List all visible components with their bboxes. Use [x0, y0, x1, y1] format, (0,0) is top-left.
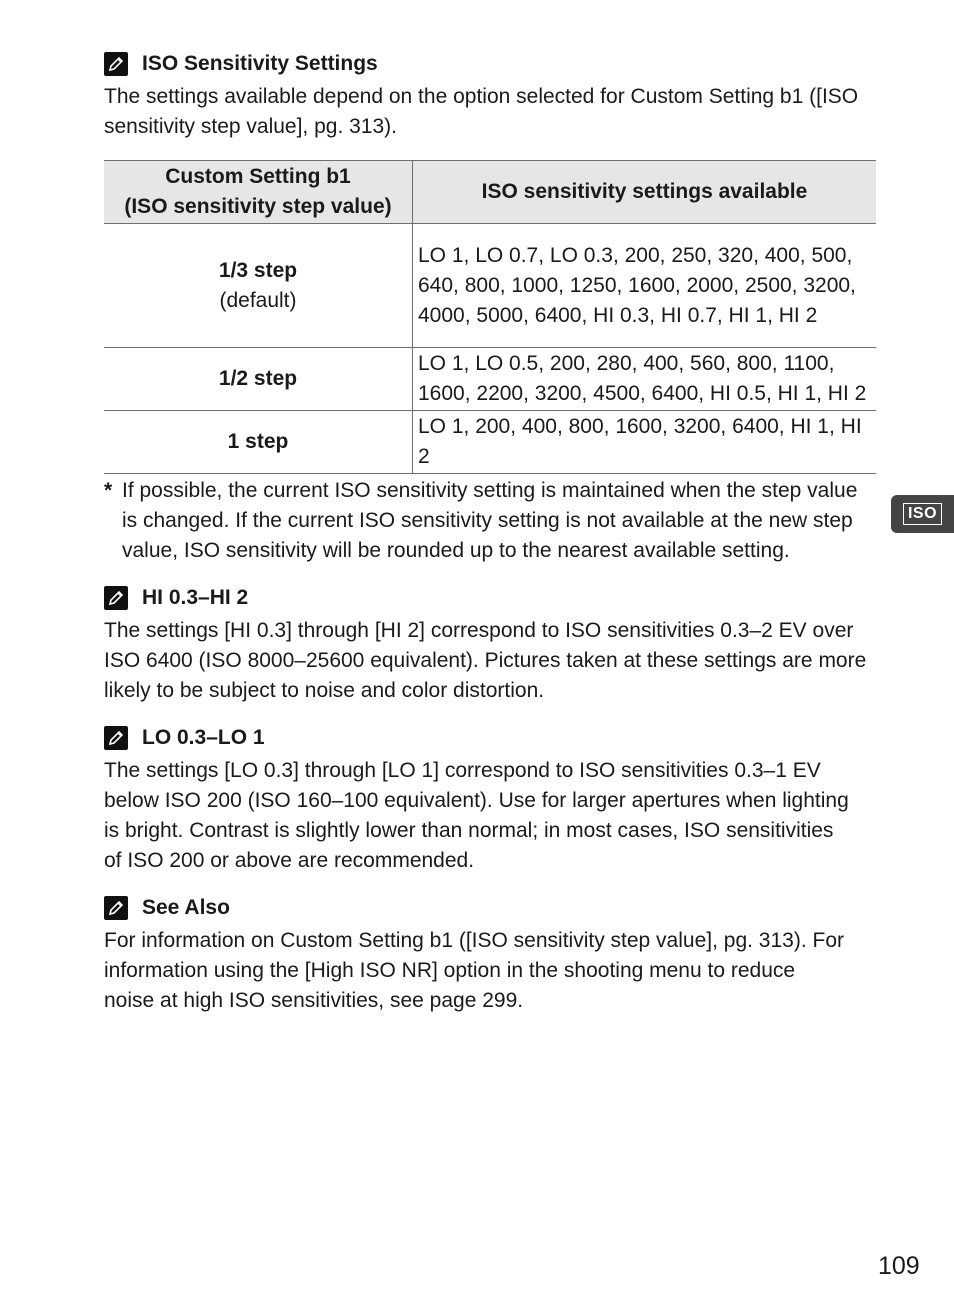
- note-iso-sensitivity-settings: [104, 48, 874, 142]
- note-body: For information on Custom Setting b1 ([ISO sensitivity step value], pg. 313). For information using the [High ISO NR] option in the shooting menu to reduce noise at high ISO sensitivities, see page 299.: [104, 929, 844, 1012]
- note-title: LO 0.3–LO 1: [142, 726, 265, 749]
- step-cell: [104, 348, 413, 411]
- note-title: See Also: [142, 896, 230, 919]
- step-cell: [104, 411, 413, 474]
- table-header-row: [104, 161, 876, 224]
- page-number: 109: [878, 1252, 920, 1280]
- footnote-marker: *: [104, 479, 113, 502]
- table-row: [104, 348, 876, 411]
- step-label: 1/3 step: [218, 258, 298, 282]
- table-header-step-value: [104, 161, 413, 224]
- header-line: (ISO sensitivity step value): [124, 195, 392, 218]
- note-heading: [104, 582, 874, 614]
- values-cell: LO 1, LO 0.5, 200, 280, 400, 560, 800, 1100, 1600, 2200, 3200, 4500, 6400, HI 0.5, HI 1, HI 2: [413, 348, 877, 411]
- pencil-note-icon: [104, 896, 128, 920]
- note-heading: [104, 892, 874, 924]
- note-body: The settings [HI 0.3] through [HI 2] correspond to ISO sensitivities 0.3–2 EV over ISO 6400 (ISO 8000–25600 equivalent). Pictures taken at these settings are more likely to be subject to noise and color distortion.: [104, 619, 867, 702]
- step-cell: [104, 224, 413, 348]
- iso-section-tab: [891, 495, 954, 533]
- note-title: HI 0.3–HI 2: [142, 586, 249, 609]
- table-row: [104, 411, 876, 474]
- step-label: 1 step: [227, 430, 289, 453]
- header-line: Custom Setting b1: [165, 165, 351, 188]
- step-label: 1/2 step: [218, 367, 298, 390]
- manual-page: [104, 48, 874, 1016]
- note-lo: [104, 722, 874, 876]
- pencil-note-icon: [104, 52, 128, 76]
- values-cell: LO 1, 200, 400, 800, 1600, 3200, 6400, HI 1, HI 2: [413, 411, 877, 474]
- note-heading: [104, 722, 874, 754]
- note-body: The settings [LO 0.3] through [LO 1] correspond to ISO sensitivities 0.3–1 EV below ISO 200 (ISO 160–100 equivalent). Use for larger apertures when lighting is bright. Contrast is slightly lower than normal; in most cases, ISO sensitivities of ISO 200 or above are recommended.: [104, 759, 849, 872]
- note-heading: [104, 48, 874, 80]
- note-body: The settings available depend on the option selected for Custom Setting b1 ([ISO sensitivity step value], pg. 313).: [104, 85, 859, 138]
- note-title: ISO Sensitivity Settings: [142, 52, 378, 75]
- iso-tab-label: ISO: [903, 503, 942, 525]
- iso-settings-table: [104, 160, 876, 474]
- values-cell: LO 1, LO 0.7, LO 0.3, 200, 250, 320, 400, 500, 640, 800, 1000, 1250, 1600, 2000, 2500, 3200, 4000, 5000, 6400, HI 0.3, HI 0.7, HI 1, HI 2: [413, 224, 877, 348]
- table-header-settings: ISO sensitivity settings available: [413, 161, 877, 224]
- pencil-note-icon: [104, 726, 128, 750]
- table-footnote: [104, 476, 874, 566]
- table-row: [104, 224, 876, 348]
- step-sub: (default): [219, 288, 297, 312]
- note-hi: [104, 582, 874, 706]
- note-see-also: [104, 892, 874, 1016]
- pencil-note-icon: [104, 586, 128, 610]
- footnote-text: If possible, the current ISO sensitivity setting is maintained when the step value is changed. If the current ISO sensitivity setting is not available at the new step value, ISO sensitivity will be rounded up to the nearest available setting.: [122, 479, 858, 562]
